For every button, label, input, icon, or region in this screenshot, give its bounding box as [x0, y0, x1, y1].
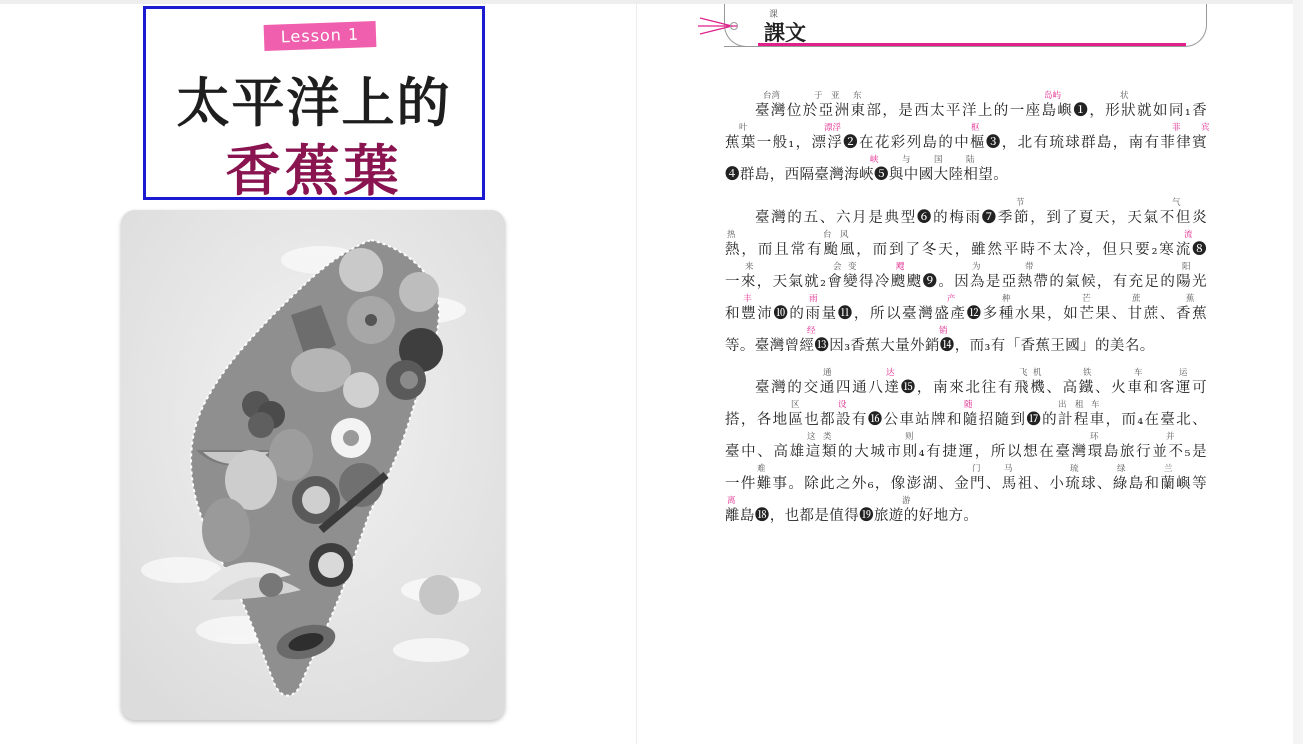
ruby-annotation: 芒 [1082, 294, 1091, 304]
ruby-annotation: 节 [1016, 198, 1025, 208]
ruby-annotation: 马 [1004, 464, 1013, 474]
ruby-annotation: 飕 [896, 262, 905, 272]
ruby-annotation: 产 [947, 294, 956, 304]
text-line: 一件難事。除此之外₆，像澎湖、金門、馬祖、小琉球、綠島和蘭嶼等 [725, 476, 1207, 492]
ruby-annotation: 游 [902, 496, 911, 506]
ruby-annotation: 来 [745, 262, 754, 272]
ruby-annotation: 兰 [1164, 464, 1173, 474]
ruby-annotation: 蔗 [1132, 294, 1141, 304]
ruby-annotation: 台湾 [763, 91, 781, 101]
ruby-annotation: 类 [823, 432, 832, 442]
ruby-annotation: 难 [757, 464, 766, 474]
text-line: ❹群島，西隔臺灣海峽❺與中國大陸相望。 [725, 167, 1009, 183]
text-line: 臺灣的交通四通八達⓯，南來北往有飛機、高鐵、火車和客運可 [755, 380, 1207, 396]
ruby-annotation: 变 [848, 262, 857, 272]
ruby-annotation: 宾 [1201, 123, 1210, 133]
ruby-annotation: 菲 [1172, 123, 1181, 133]
ruby-annotation: 琉 [1070, 464, 1079, 474]
text-line: 臺灣的五、六月是典型❻的梅雨❼季節，到了夏天，天氣不但炎 [755, 210, 1207, 226]
ruby-annotation: 机 [1033, 368, 1042, 378]
ruby-annotation: 气 [1172, 198, 1181, 208]
ruby-annotation: 台 [823, 230, 832, 240]
ruby-annotation: 达 [886, 368, 895, 378]
ruby-annotation: 于 [814, 91, 823, 101]
ruby-annotation: 亚 [831, 91, 840, 101]
ruby-annotation: 雨 [809, 294, 818, 304]
lesson-title-line1: 太平洋上的 [176, 73, 452, 134]
header-accent-bar [758, 43, 1186, 46]
text-line: 搭，各地區也都設有⓰公車站牌和隨招隨到⓱的計程車，而₄在臺北、 [725, 412, 1207, 428]
ruby-annotation: 经 [807, 326, 816, 336]
lesson-tag: Lesson 1 [264, 21, 377, 51]
ruby-annotation: 运 [1179, 368, 1188, 378]
ruby-annotation: 东 [853, 91, 862, 101]
ruby-annotation: 蕉 [1186, 294, 1195, 304]
ruby-annotation: 出 [1058, 400, 1067, 410]
lesson-title-line2: 香蕉葉 [225, 139, 403, 203]
ruby-annotation: 则 [905, 432, 914, 442]
ruby-annotation: 流 [1184, 230, 1193, 240]
arrow-icon [698, 14, 738, 38]
ruby-annotation: 峡 [870, 155, 879, 165]
ruby-annotation: 会 [833, 262, 842, 272]
ruby-annotation: 铁 [1083, 368, 1092, 378]
ruby-annotation: 叶 [739, 123, 748, 133]
text-line: 臺中、高雄這類的大城市則₄有捷運，所以想在臺灣環島旅行並不₅是 [725, 444, 1207, 460]
text-line: 離島⓲，也都是值得⓳旅遊的好地方。 [725, 508, 979, 524]
ruby-annotation: 绿 [1117, 464, 1126, 474]
section-title: 課文 [764, 21, 806, 45]
text-line: 臺灣位於亞洲東部，是西太平洋上的一座島嶼❶，形狀就如同₁香 [755, 103, 1207, 119]
ruby-annotation: 状 [1120, 91, 1129, 101]
ruby-annotation: 这 [807, 432, 816, 442]
ruby-annotation: 丰 [743, 294, 752, 304]
page-gutter [636, 0, 637, 744]
ruby-annotation: 并 [1166, 432, 1175, 442]
ruby-annotation: 枢 [971, 123, 980, 133]
ruby-annotation: 设 [838, 400, 847, 410]
ruby-annotation: 陆 [966, 155, 975, 165]
ruby-annotation: 风 [840, 230, 849, 240]
ruby-annotation: 带 [1025, 262, 1034, 272]
ruby-annotation: 环 [1090, 432, 1099, 442]
text-line: 蕉葉一般₁，漂浮❷在花彩列島的中樞❸，北有琉球群島，南有菲律賓 [725, 135, 1207, 151]
text-line: 等。臺灣曾經⓭因₃香蕉大量外銷⓮，而₃有「香蕉王國」的美名。 [725, 338, 1155, 354]
ruby-annotation: 销 [939, 326, 948, 336]
page-edge [1293, 0, 1303, 744]
ruby-annotation: 车 [1091, 400, 1100, 410]
ruby-annotation: 阳 [1182, 262, 1191, 272]
ruby-annotation: 随 [964, 400, 973, 410]
ruby-annotation: 热 [727, 230, 736, 240]
taiwan-fruit-map-illustration [121, 210, 505, 720]
ruby-annotation: 飞 [1019, 368, 1028, 378]
ruby-annotation: 租 [1075, 400, 1084, 410]
ruby-annotation: 车 [1134, 368, 1143, 378]
ruby-annotation: 岛屿 [1044, 91, 1062, 101]
ruby-annotation: 漂浮 [824, 123, 842, 133]
text-line: 一來，天氣就₂會變得冷颼颼❾。因為是亞熱帶的氣候，有充足的陽光 [725, 274, 1207, 290]
ruby-annotation: 门 [972, 464, 981, 474]
text-line: 和豐沛❿的雨量⓫，所以臺灣盛產⓬多種水果，如芒果、甘蔗、香蕉 [725, 306, 1207, 322]
ruby-annotation: 离 [727, 496, 736, 506]
ruby-annotation: 与 [902, 155, 911, 165]
lesson-title-box [143, 6, 485, 203]
ruby-annotation: 种 [1002, 294, 1011, 304]
text-line: 熱，而且常有颱風，而到了冬天，雖然平時不太冷，但只要₂寒流❽ [725, 242, 1207, 258]
ruby-annotation: 为 [972, 262, 981, 272]
ruby-annotation: 区 [791, 400, 800, 410]
ruby-annotation: 通 [823, 368, 832, 378]
ruby-annotation: 国 [934, 155, 943, 165]
section-title-ruby: 课 [769, 10, 779, 20]
